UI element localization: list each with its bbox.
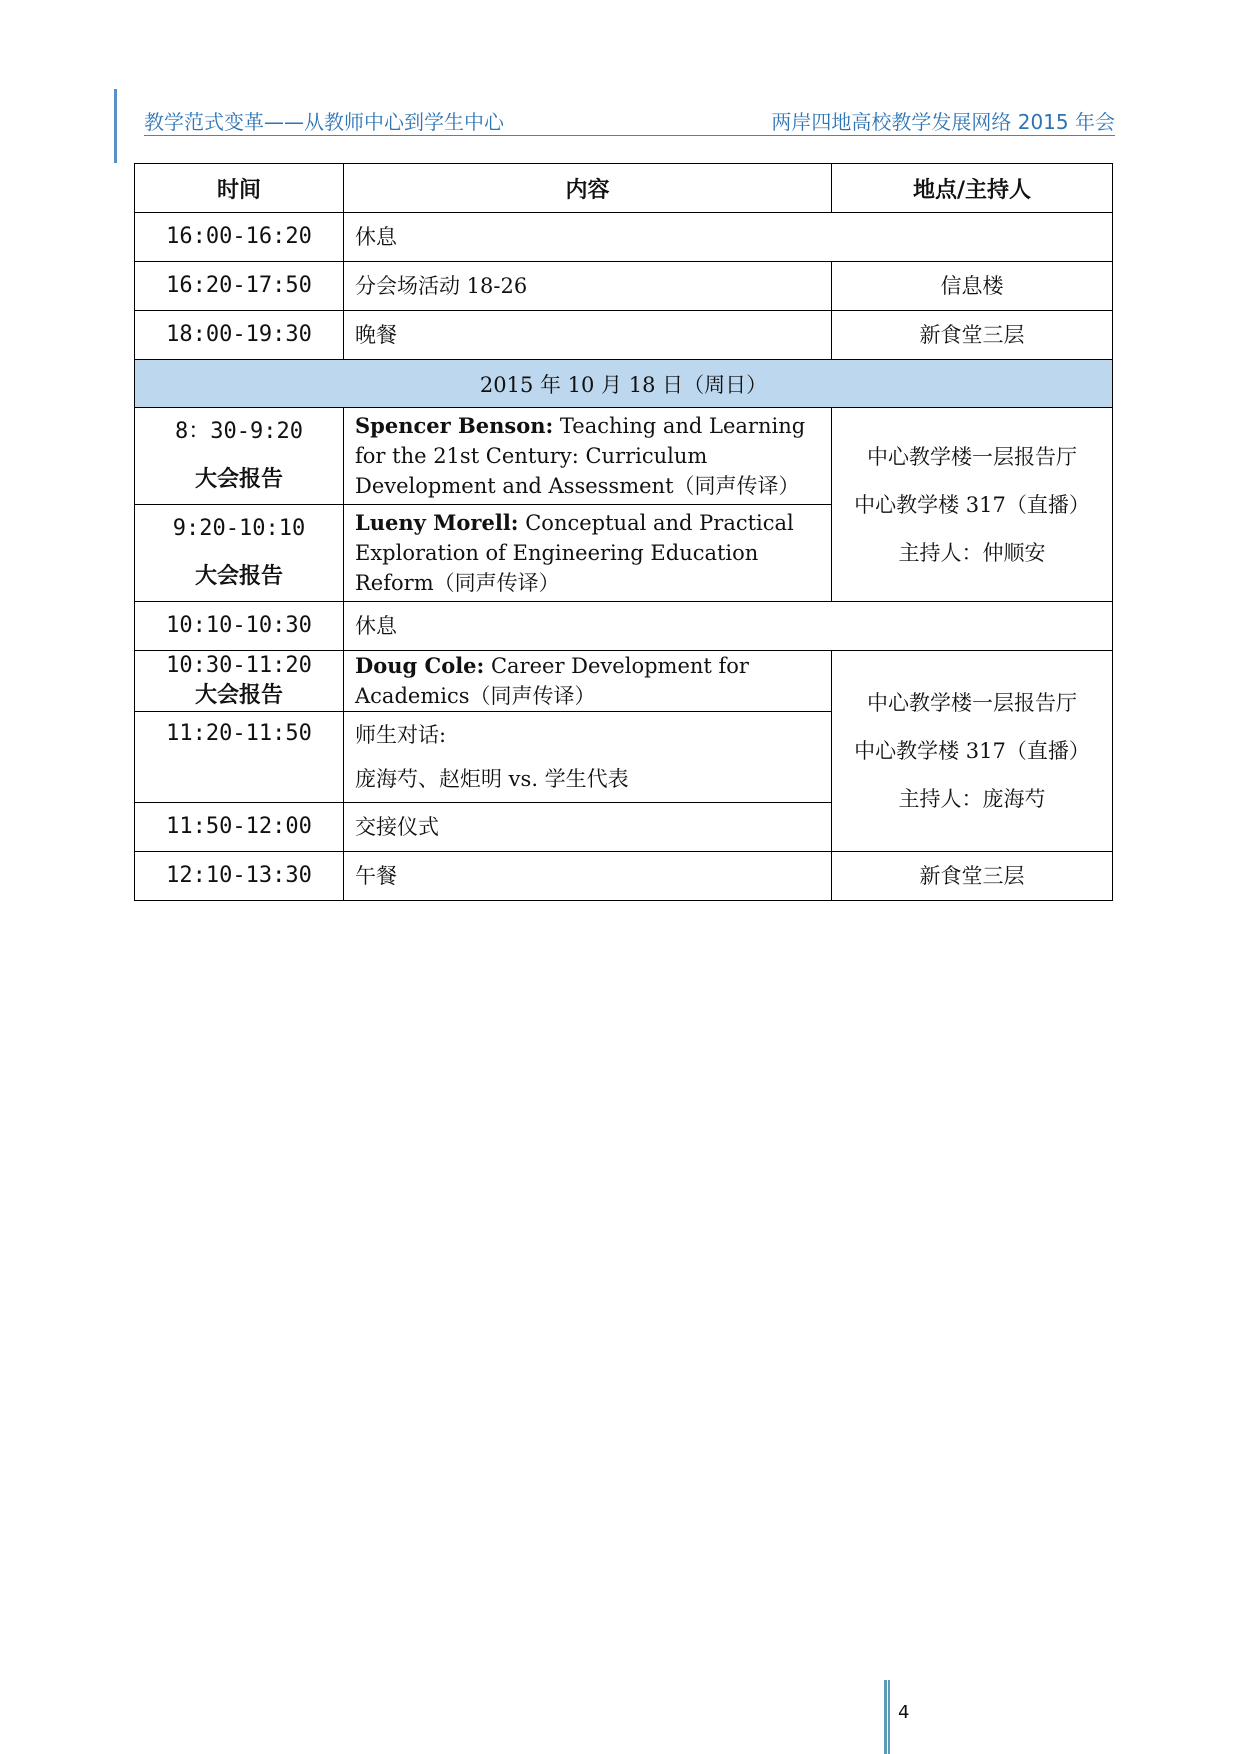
header-right-title: 两岸四地高校教学发展网络 2015 年会: [771, 110, 1115, 134]
speaker-name: Doug Cole:: [355, 653, 485, 678]
venue-live: 中心教学楼 317（直播）: [854, 739, 1090, 763]
time-cell: 11:50-12:00: [135, 803, 344, 852]
table-row: [135, 213, 1113, 262]
column-header-time: 时间: [135, 164, 344, 213]
place-cell: 新食堂三层: [832, 852, 1113, 901]
table-row: [135, 262, 1113, 311]
content-cell: 休息: [344, 213, 1113, 262]
column-header-content: 内容: [344, 164, 832, 213]
table-row: [135, 651, 1113, 712]
talk-title: Conceptual and Practical Exploration of Engineering Education Reform（同声传译）: [355, 511, 794, 595]
dialogue-title: 师生对话:: [355, 723, 447, 747]
venue-main: 中心教学楼一层报告厅: [867, 444, 1077, 469]
host: 主持人：仲顺安: [898, 540, 1046, 565]
time-cell: [135, 505, 344, 602]
table-header-row: [135, 164, 1113, 213]
time-cell: 16:00-16:20: [135, 213, 344, 262]
page-number-rule: [884, 1680, 890, 1754]
host: 主持人：庞海芍: [898, 787, 1046, 811]
table-row: [135, 311, 1113, 360]
content-cell: [344, 505, 832, 602]
time-cell: [135, 408, 344, 505]
session-label: 大会报告: [194, 683, 283, 708]
session-label: 大会报告: [194, 467, 283, 492]
table-row: [135, 602, 1113, 651]
time-cell: 18:00-19:30: [135, 311, 344, 360]
content-cell: 分会场活动 18-26: [344, 262, 832, 311]
content-cell: [344, 651, 832, 712]
session-time: 8：30-9:20: [175, 419, 303, 444]
table-row: [135, 852, 1113, 901]
venue-main: 中心教学楼一层报告厅: [867, 691, 1077, 715]
date-row: [135, 360, 1113, 408]
content-cell: [344, 408, 832, 505]
header-accent-bar: [114, 89, 117, 163]
talk-title: Career Development for Academics（同声传译）: [355, 654, 749, 708]
header-underline: [144, 135, 1115, 136]
content-cell: 晚餐: [344, 311, 832, 360]
header-left-title: 教学范式变革——从教师中心到学生中心: [144, 110, 504, 134]
place-cell: [832, 651, 1113, 852]
session-label: 大会报告: [194, 564, 283, 589]
content-cell: 午餐: [344, 852, 832, 901]
time-cell: 10:10-10:30: [135, 602, 344, 651]
page-number: 4: [898, 1702, 910, 1723]
time-cell: [135, 651, 344, 712]
dialogue-participants: 庞海芍、赵炬明 vs. 学生代表: [355, 767, 629, 791]
time-cell: 16:20-17:50: [135, 262, 344, 311]
schedule-table: [134, 163, 1113, 901]
content-cell: [344, 712, 832, 803]
place-cell: 信息楼: [832, 262, 1113, 311]
speaker-name: Lueny Morell:: [355, 510, 519, 535]
session-time: 10:30-11:20: [166, 653, 312, 678]
content-cell: 交接仪式: [344, 803, 832, 852]
place-cell: [832, 408, 1113, 602]
time-cell: 11:20-11:50: [135, 712, 344, 803]
time-cell: 12:10-13:30: [135, 852, 344, 901]
venue-live: 中心教学楼 317（直播）: [854, 492, 1090, 517]
content-cell: 休息: [344, 602, 1113, 651]
talk-title: Teaching and Learning for the 21st Century: Curriculum Development and Assessment（同声传译）: [355, 414, 806, 498]
speaker-name: Spencer Benson:: [355, 413, 554, 438]
date-heading: 2015 年 10 月 18 日（周日）: [135, 360, 1113, 408]
table-row: [135, 408, 1113, 505]
column-header-place: 地点/主持人: [832, 164, 1113, 213]
place-cell: 新食堂三层: [832, 311, 1113, 360]
session-time: 9:20-10:10: [172, 516, 306, 541]
